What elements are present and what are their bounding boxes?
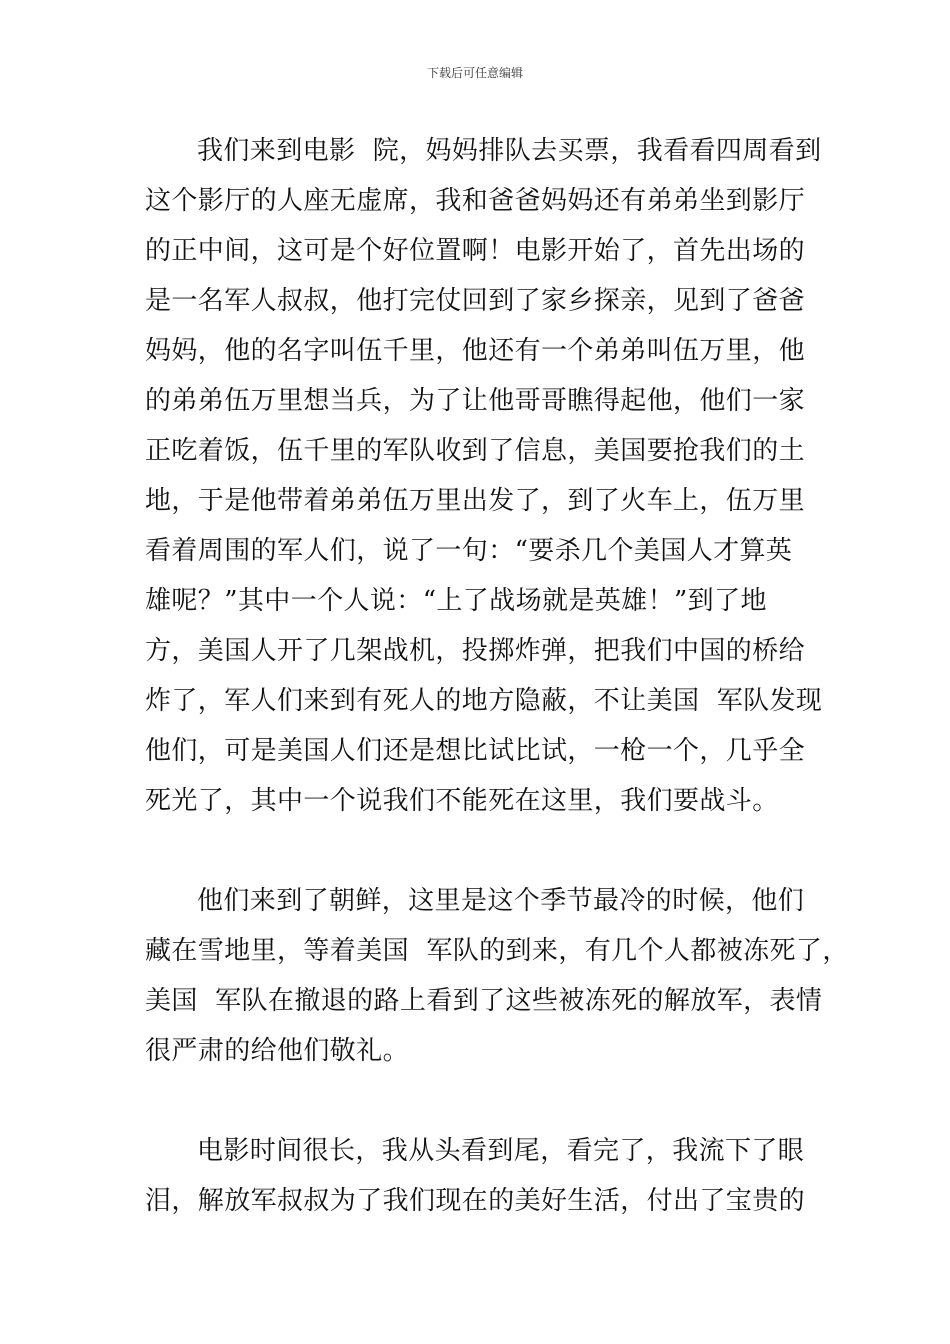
text-line: 的正中间，这可是个好位置啊！电影开始了，首先出场的	[145, 236, 806, 266]
text-line: 妈妈，他的名字叫伍千里，他还有一个弟弟叫伍万里，他	[145, 336, 806, 366]
paragraph-gap	[145, 1076, 817, 1126]
text-line: 电影时间很长，我从头看到尾，看完了，我流下了眼	[197, 1136, 805, 1166]
text-line: 是一名军人叔叔，他打完仗回到了家乡探亲，见到了爸爸	[145, 286, 806, 316]
text-line: 美国 军队在撤退的路上看到了这些被冻死的解放军，表情	[145, 986, 823, 1016]
text-line: 他们，可是美国人们还是想比试比试，一枪一个，几乎全	[145, 736, 806, 766]
text-line: 我们来到电影 院，妈妈排队去买票，我看看四周看到	[197, 136, 822, 166]
paragraph-gap	[145, 826, 817, 876]
paragraph-1	[145, 126, 823, 826]
text-line: 地，于是他带着弟弟伍万里出发了，到了火车上，伍万里	[145, 486, 806, 516]
document-body	[145, 126, 849, 1226]
text-line: 方，美国人开了几架战机，投掷炸弹，把我们中国的桥给	[145, 636, 806, 666]
paragraph-3	[145, 1126, 817, 1226]
text-line: 这个影厅的人座无虚席，我和爸爸妈妈还有弟弟坐到影厅	[145, 186, 806, 216]
text-line: 雄呢？”其中一个人说：“上了战场就是英雄！”到了地	[145, 586, 767, 616]
text-line: 死光了，其中一个说我们不能死在这里，我们要战斗。	[145, 786, 779, 816]
text-line: 很严肃的给他们敬礼。	[145, 1036, 410, 1066]
text-line: 泪，解放军叔叔为了我们现在的美好生活，付出了宝贵的	[145, 1186, 806, 1216]
text-line: 藏在雪地里，等着美国 军队的到来，有几个人都被冻死了，	[145, 936, 849, 966]
text-line: 正吃着饭，伍千里的军队收到了信息，美国要抢我们的土	[145, 436, 806, 466]
text-line: 他们来到了朝鲜，这里是这个季节最冷的时候，他们	[197, 886, 805, 916]
paragraph-2	[145, 876, 849, 1076]
header-note: 下载后可任意编辑	[426, 66, 523, 80]
text-line: 炸了，军人们来到有死人的地方隐蔽，不让美国 军队发现	[145, 686, 823, 716]
text-line: 看着周围的军人们，说了一句：“要杀几个美国人才算英	[145, 536, 793, 566]
text-line: 的弟弟伍万里想当兵，为了让他哥哥瞧得起他，他们一家	[145, 386, 806, 416]
